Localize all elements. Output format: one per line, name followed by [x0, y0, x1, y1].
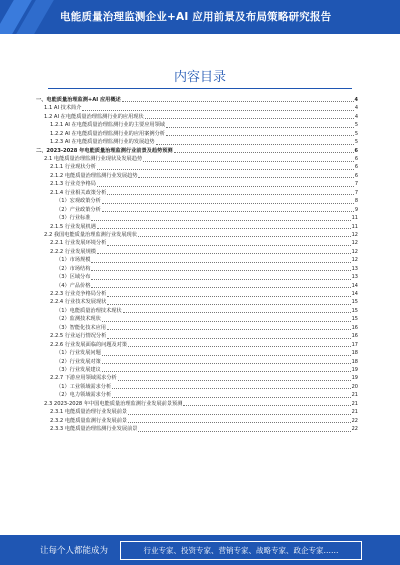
toc-leader-dots — [128, 346, 351, 347]
toc-entry[interactable] — [36, 417, 358, 425]
toc-leader-dots — [128, 422, 351, 423]
toc-entry-page: 17 — [351, 341, 358, 348]
toc-entry[interactable] — [36, 256, 358, 264]
toc-entry-title: 2.1.5 行业发展机遇 — [50, 223, 96, 230]
toc-entry[interactable] — [36, 206, 358, 214]
toc-entry[interactable] — [36, 349, 358, 357]
toc-entry[interactable] — [36, 113, 358, 121]
toc-entry-page: 7 — [354, 189, 358, 196]
toc-entry-page: 19 — [351, 366, 358, 373]
toc-leader-dots — [107, 329, 351, 330]
toc-entry[interactable] — [36, 358, 358, 366]
toc-leader-dots — [102, 355, 351, 356]
toc-entry[interactable] — [36, 130, 358, 138]
toc-entry-title: 1.2.1 AI 在电能质量治理监测行业的主要应用领域 — [50, 122, 165, 129]
toc-entry[interactable] — [36, 391, 358, 399]
toc-entry-page: 20 — [351, 383, 358, 390]
toc-entry-title: （2）产业政策分析 — [56, 206, 101, 213]
toc-entry[interactable] — [36, 366, 358, 374]
footer-banner — [0, 535, 400, 565]
toc-entry-page: 15 — [351, 307, 358, 314]
toc-leader-dots — [91, 287, 350, 288]
toc-leader-dots — [145, 118, 354, 119]
toc-entry-page: 12 — [351, 248, 358, 255]
toc-entry-page: 15 — [351, 299, 358, 306]
toc-entry[interactable] — [36, 290, 358, 298]
toc-entry[interactable] — [36, 307, 358, 315]
toc-entry-title: 一、电能质量治理监测+AI 应用概述 — [36, 96, 121, 103]
toc-entry[interactable] — [36, 248, 358, 256]
toc-leader-dots — [138, 236, 351, 237]
toc-entry-page: 5 — [354, 139, 358, 146]
toc-entry-page: 6 — [354, 147, 358, 154]
toc-leader-dots — [143, 161, 354, 162]
toc-entry-title: （3）行业发展建议 — [56, 366, 101, 373]
toc-entry-page: 7 — [354, 181, 358, 188]
toc-leader-dots — [128, 414, 351, 415]
toc-entry-title: 1.1 AI 技术简介 — [44, 105, 82, 112]
toc-entry-title: 2.1.2 电能质量治理监测行业发展趋势 — [50, 172, 138, 179]
table-of-contents — [36, 96, 358, 434]
toc-entry[interactable] — [36, 273, 358, 281]
toc-entry-title: 2.2.1 行业发展环境分析 — [50, 240, 107, 247]
toc-entry-page: 12 — [351, 257, 358, 264]
toc-entry[interactable] — [36, 425, 358, 433]
toc-leader-dots — [102, 321, 351, 322]
toc-entry[interactable] — [36, 155, 358, 163]
toc-entry-page: 12 — [351, 240, 358, 247]
toc-entry-title: 2.1.3 行业竞争格局 — [50, 181, 96, 188]
toc-entry-page: 4 — [354, 96, 358, 103]
toc-entry-title: 2.1 电能质量治理监测行业现状及发展趋势 — [44, 156, 143, 163]
toc-entry-title: 1.2 AI 在电能质量治理监测行业的应用现状 — [44, 113, 144, 120]
toc-entry-title: 二、2023-2028 年电能质量治理监测行业前景及趋势预测 — [36, 147, 173, 154]
toc-leader-dots — [91, 270, 350, 271]
toc-entry-title: （3）区域分布 — [56, 274, 91, 281]
toc-entry[interactable] — [36, 239, 358, 247]
footer-slogan: 让每个人都能成为 — [40, 546, 109, 556]
toc-entry[interactable] — [36, 197, 358, 205]
toc-entry[interactable] — [36, 189, 358, 197]
toc-entry-title: （1）行业发展问题 — [56, 350, 101, 357]
toc-entry[interactable] — [36, 214, 358, 222]
toc-entry-title: （2）电力领域需求分析 — [56, 392, 112, 399]
toc-entry-title: （1）工业领域需求分析 — [56, 383, 112, 390]
toc-entry[interactable] — [36, 104, 358, 112]
toc-leader-dots — [107, 194, 353, 195]
toc-entry-title: 2.2.6 行业发展面临的问题及对策 — [50, 341, 128, 348]
toc-entry-title: 2.3.3 电能质量治理监测行业发展前景 — [50, 426, 138, 433]
toc-leader-dots — [138, 177, 353, 178]
toc-entry-page: 21 — [351, 392, 358, 399]
toc-leader-dots — [102, 203, 354, 204]
toc-leader-dots — [97, 253, 351, 254]
toc-entry-title: 2.1.4 行业相关政策分析 — [50, 189, 107, 196]
toc-entry-page: 6 — [354, 156, 358, 163]
toc-leader-dots — [123, 312, 351, 313]
toc-entry[interactable] — [36, 400, 358, 408]
toc-entry[interactable] — [36, 164, 358, 172]
toc-entry-title: 1.2.3 AI 在电能质量治理监测行业的发展趋势 — [50, 139, 155, 146]
toc-entry[interactable] — [36, 315, 358, 323]
toc-entry[interactable] — [36, 265, 358, 273]
toc-entry-title: （4）产品价格 — [56, 282, 91, 289]
toc-entry-title: （1）市场规模 — [56, 257, 91, 264]
toc-leader-dots — [91, 220, 350, 221]
header-banner — [0, 0, 400, 34]
toc-entry-page: 13 — [351, 265, 358, 272]
toc-entry[interactable] — [36, 324, 358, 332]
toc-leader-dots — [112, 388, 350, 389]
toc-entry-page: 5 — [354, 122, 358, 129]
toc-entry[interactable] — [36, 180, 358, 188]
toc-entry-page: 15 — [351, 316, 358, 323]
toc-entry-page: 6 — [354, 172, 358, 179]
toc-entry[interactable] — [36, 121, 358, 129]
toc-entry-title: 2.2.2 行业发展规模 — [50, 248, 96, 255]
toc-entry-page: 5 — [354, 130, 358, 137]
toc-entry[interactable] — [36, 299, 358, 307]
toc-entry-page: 22 — [351, 426, 358, 433]
toc-entry-title: （2）监测技术现状 — [56, 316, 101, 323]
toc-entry-page: 11 — [351, 223, 358, 230]
toc-leader-dots — [183, 405, 350, 406]
toc-entry-page: 21 — [351, 400, 358, 407]
footer-expert-box: 行业专家、投资专家、营销专家、战略专家、政企专家…… — [120, 541, 362, 560]
toc-entry-page: 4 — [354, 105, 358, 112]
toc-entry-title: 2.3 2023-2028 年中国电能质量治理监测行业发展前景预测 — [44, 400, 183, 407]
toc-entry-title: （1）电能质量治理技术现状 — [56, 307, 122, 314]
toc-leader-dots — [102, 371, 351, 372]
toc-entry[interactable] — [36, 231, 358, 239]
toc-entry-title: 2.2.5 行业运行情况分析 — [50, 333, 107, 340]
toc-entry-title: 2.2 我国电能质量治理监测行业发展现状 — [44, 231, 137, 238]
toc-entry[interactable] — [36, 282, 358, 290]
toc-leader-dots — [107, 245, 350, 246]
toc-entry-page: 4 — [354, 113, 358, 120]
toc-entry-title: 2.2.7 下游应用领域需求分析 — [50, 375, 117, 382]
toc-entry[interactable] — [36, 408, 358, 416]
toc-entry-page: 18 — [351, 350, 358, 357]
toc-entry-title: 2.1.1 行业现状分析 — [50, 164, 96, 171]
toc-leader-dots — [174, 152, 354, 153]
toc-entry-title: 1.2.2 AI 在电能质量治理监测行业的应用案例分析 — [50, 130, 165, 137]
toc-entry-title: （2）行业发展对策 — [56, 358, 101, 365]
toc-leader-dots — [91, 262, 350, 263]
toc-entry[interactable] — [36, 147, 358, 155]
toc-leader-dots — [97, 186, 354, 187]
toc-entry[interactable] — [36, 383, 358, 391]
toc-entry[interactable] — [36, 332, 358, 340]
toc-leader-dots — [166, 127, 354, 128]
toc-entry-title: （2）市场结构 — [56, 265, 91, 272]
toc-entry-title: 2.2.3 行业竞争格局分析 — [50, 291, 107, 298]
toc-entry[interactable] — [36, 223, 358, 231]
toc-heading: 内容目录 — [173, 70, 226, 85]
toc-entry-page: 18 — [351, 358, 358, 365]
toc-leader-dots — [112, 397, 350, 398]
toc-leader-dots — [97, 228, 351, 229]
toc-leader-dots — [102, 363, 351, 364]
toc-entry-page: 11 — [351, 215, 358, 222]
toc-entry-page: 14 — [351, 282, 358, 289]
toc-leader-dots — [122, 101, 354, 102]
toc-entry[interactable] — [36, 374, 358, 382]
report-title: 电能质量治理监测企业+AI 应用前景及布局策略研究报告 — [60, 11, 332, 23]
toc-entry-title: 2.3.1 电能质量治理行业发展前景 — [50, 409, 128, 416]
toc-entry[interactable] — [36, 341, 358, 349]
toc-leader-dots — [166, 135, 354, 136]
toc-leader-dots — [91, 279, 350, 280]
toc-entry[interactable] — [36, 172, 358, 180]
toc-entry-page: 6 — [354, 164, 358, 171]
toc-entry-page: 9 — [354, 206, 358, 213]
toc-leader-dots — [107, 304, 350, 305]
toc-entry-page: 22 — [351, 417, 358, 424]
toc-leader-dots — [107, 296, 350, 297]
toc-entry-title: （1）宏观政策分析 — [56, 198, 101, 205]
toc-leader-dots — [107, 338, 350, 339]
toc-entry-page: 13 — [351, 274, 358, 281]
toc-leader-dots — [82, 110, 353, 111]
toc-entry-page: 14 — [351, 291, 358, 298]
toc-entry-page: 21 — [351, 409, 358, 416]
toc-leader-dots — [156, 144, 354, 145]
toc-entry[interactable] — [36, 96, 358, 104]
toc-entry-page: 16 — [351, 333, 358, 340]
toc-entry-page: 8 — [354, 198, 358, 205]
toc-entry-page: 19 — [351, 375, 358, 382]
toc-leader-dots — [102, 211, 354, 212]
toc-entry-title: 2.3.2 电能质量监测行业发展前景 — [50, 417, 128, 424]
toc-entry-page: 16 — [351, 324, 358, 331]
toc-leader-dots — [97, 169, 354, 170]
toc-leader-dots — [138, 431, 350, 432]
toc-entry-title: 2.2.4 行业技术发展现状 — [50, 299, 107, 306]
toc-entry-title: （3）智能化技术应用 — [56, 324, 106, 331]
toc-leader-dots — [118, 380, 351, 381]
toc-entry-title: （3）行业标准 — [56, 215, 91, 222]
toc-entry[interactable] — [36, 138, 358, 146]
toc-entry-page: 12 — [351, 231, 358, 238]
toc-divider — [48, 88, 352, 89]
